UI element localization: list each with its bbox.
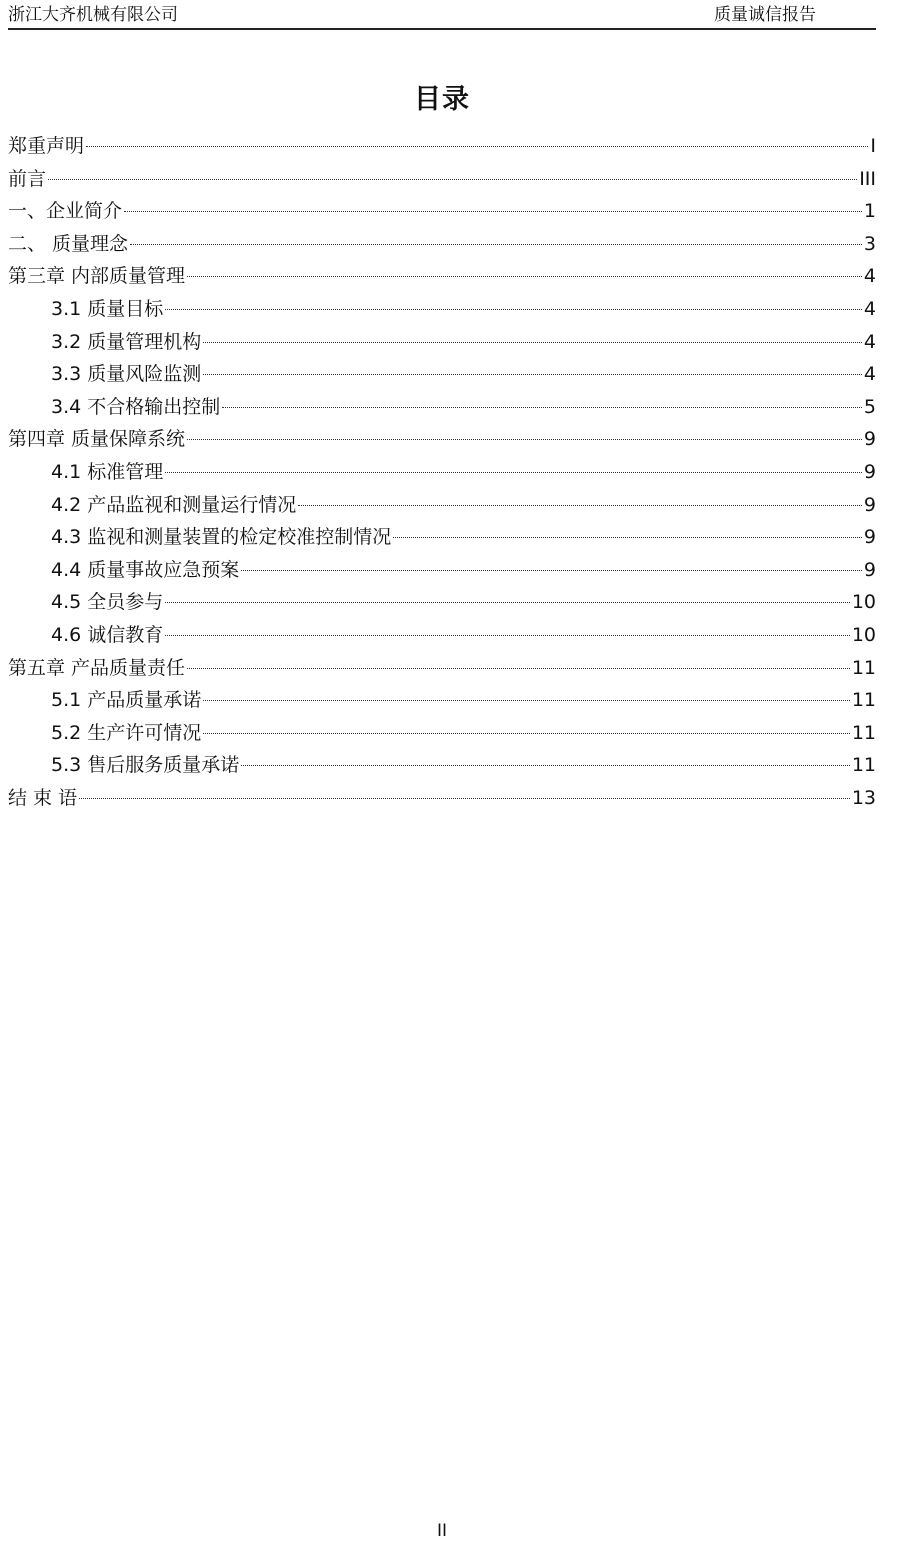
- toc-entry-page: 9: [863, 460, 876, 483]
- toc-entry-label: 第四章 质量保障系统: [8, 428, 186, 451]
- toc-entry[interactable]: [8, 358, 876, 391]
- dot-leader: [187, 439, 862, 440]
- dot-leader: [165, 635, 850, 636]
- dot-leader: [298, 505, 862, 506]
- dot-leader: [79, 798, 850, 799]
- dot-leader: [187, 276, 862, 277]
- toc-entry-label: 郑重声明: [8, 135, 85, 157]
- toc-entry[interactable]: [8, 782, 876, 815]
- toc-entry[interactable]: [8, 195, 876, 228]
- toc-entry-page: 11: [851, 689, 876, 712]
- dot-leader: [203, 733, 850, 734]
- toc-entry-page: 11: [851, 721, 876, 744]
- toc-entry-label: 4.5 全员参与: [51, 591, 164, 614]
- toc-entry-page: 4: [863, 297, 876, 320]
- toc-entry-page: III: [859, 167, 876, 190]
- toc-entry[interactable]: [8, 293, 876, 326]
- table-of-contents: [8, 130, 876, 814]
- toc-entry-label: 第五章 产品质量责任: [8, 656, 186, 679]
- toc-entry-label: 4.2 产品监视和测量运行情况: [51, 493, 297, 516]
- toc-entry-page: 13: [851, 786, 876, 809]
- toc-entry-page: 4: [863, 330, 876, 353]
- toc-entry-page: 9: [863, 526, 876, 549]
- toc-entry-page: 10: [851, 623, 876, 646]
- toc-entry-label: 4.3 监视和测量装置的检定校准控制情况: [51, 526, 392, 549]
- toc-entry-page: 1: [863, 200, 876, 223]
- report-title: 质量诚信报告: [714, 5, 816, 25]
- dot-leader: [165, 602, 850, 603]
- toc-entry[interactable]: [8, 652, 876, 685]
- toc-entry[interactable]: [8, 521, 876, 554]
- toc-entry-label: 结 束 语: [8, 786, 78, 809]
- dot-leader: [86, 146, 868, 147]
- toc-entry-page: 11: [851, 754, 876, 777]
- toc-entry-label: 3.4 不合格输出控制: [51, 395, 221, 418]
- toc-entry-label: 4.4 质量事故应急预案: [51, 558, 240, 581]
- toc-entry-label: 3.2 质量管理机构: [51, 330, 202, 353]
- toc-entry-page: 10: [851, 591, 876, 614]
- toc-entry-page: 4: [863, 265, 876, 288]
- toc-entry-page: 5: [863, 395, 876, 418]
- toc-entry-label: 5.2 生产许可情况: [51, 721, 202, 744]
- toc-entry-label: 3.1 质量目标: [51, 297, 164, 320]
- dot-leader: [222, 407, 862, 408]
- toc-entry-page: 9: [863, 428, 876, 451]
- dot-leader: [241, 570, 862, 571]
- dot-leader: [48, 179, 857, 180]
- dot-leader: [203, 700, 850, 701]
- toc-entry[interactable]: [8, 619, 876, 652]
- dot-leader: [165, 309, 862, 310]
- company-name: 浙江大齐机械有限公司: [8, 5, 178, 25]
- dot-leader: [124, 211, 862, 212]
- toc-entry[interactable]: [8, 130, 876, 163]
- toc-entry-label: 5.1 产品质量承诺: [51, 689, 202, 712]
- dot-leader: [203, 374, 862, 375]
- toc-entry-label: 二、 质量理念: [8, 232, 129, 255]
- toc-entry-page: 4: [863, 363, 876, 386]
- dot-leader: [203, 342, 862, 343]
- toc-entry-label: 5.3 售后服务质量承诺: [51, 754, 240, 777]
- toc-entry-label: 第三章 内部质量管理: [8, 265, 186, 288]
- dot-leader: [165, 472, 862, 473]
- toc-title: 目录: [414, 84, 470, 115]
- toc-entry[interactable]: [8, 749, 876, 782]
- dot-leader: [393, 537, 862, 538]
- toc-entry-page: 11: [851, 656, 876, 679]
- toc-entry[interactable]: [8, 391, 876, 424]
- toc-entry-label: 4.1 标准管理: [51, 460, 164, 483]
- toc-entry-label: 前言: [8, 167, 47, 190]
- toc-entry-label: 3.3 质量风险监测: [51, 363, 202, 386]
- toc-entry[interactable]: [8, 554, 876, 587]
- toc-entry[interactable]: [8, 456, 876, 489]
- toc-entry-label: 4.6 诚信教育: [51, 623, 164, 646]
- toc-entry-label: 一、企业简介: [8, 200, 123, 223]
- dot-leader: [130, 244, 862, 245]
- toc-entry[interactable]: [8, 260, 876, 293]
- toc-entry[interactable]: [8, 163, 876, 196]
- toc-entry-page: I: [870, 135, 876, 157]
- toc-entry[interactable]: [8, 717, 876, 750]
- dot-leader: [187, 668, 850, 669]
- toc-entry[interactable]: [8, 423, 876, 456]
- toc-entry[interactable]: [8, 489, 876, 522]
- toc-entry[interactable]: [8, 228, 876, 261]
- page-header: [8, 0, 876, 30]
- toc-entry[interactable]: [8, 586, 876, 619]
- toc-entry-page: 3: [863, 232, 876, 255]
- page-number: II: [436, 1521, 448, 1541]
- toc-entry[interactable]: [8, 326, 876, 359]
- toc-entry-page: 9: [863, 493, 876, 516]
- toc-entry-page: 9: [863, 558, 876, 581]
- toc-entry[interactable]: [8, 684, 876, 717]
- dot-leader: [241, 765, 850, 766]
